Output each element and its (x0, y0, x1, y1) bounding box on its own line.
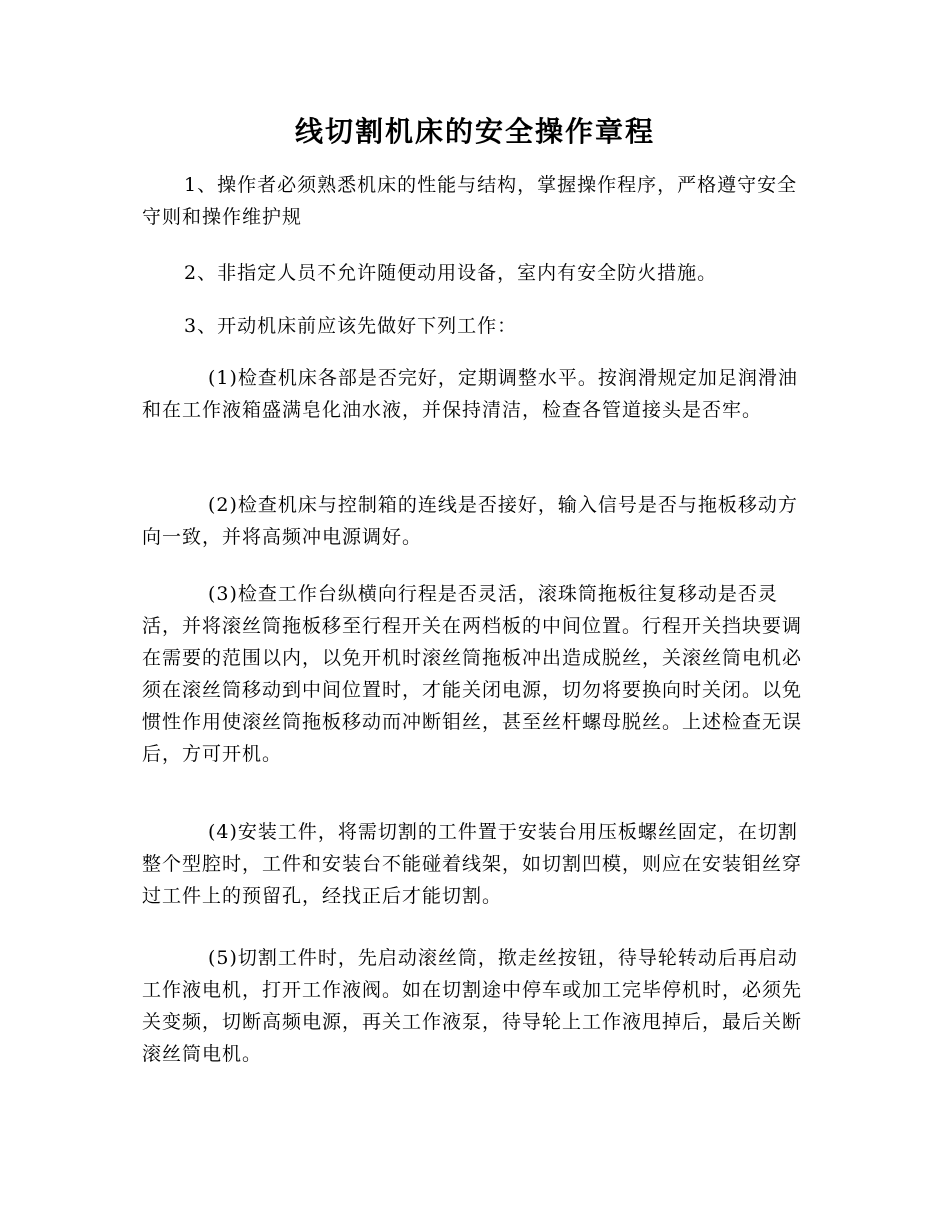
document-title: 线切割机床的安全操作章程 (294, 115, 655, 148)
sub-paragraph-1: (1)检查机床各部是否完好，定期调整水平。按润滑规定加足润滑油和在工作液箱盛满皂化油水液，并保持清洁，检查各管道接头是否牢。 (142, 367, 798, 421)
paragraph-3: 3、开动机床前应该先做好下列工作： (184, 315, 518, 337)
paragraph-2: 2、非指定人员不允许随便动用设备，室内有安全防火措施。 (184, 262, 718, 284)
sub-paragraph-4: (4)安装工件，将需切割的工件置于安装台用压板螺丝固定，在切割整个型腔时，工件和安装台不能碰着线架，如切割凹模，则应在安装钼丝穿过工件上的预留孔，经找正后才能切割。 (142, 821, 803, 907)
sub-paragraph-5: (5)切割工件时，先启动滚丝筒，揿走丝按钮，待导轮转动后再启动工作液电机，打开工作液阀。如在切割途中停车或加工完毕停机时，必须先关变频，切断高频电源，再关工作液泵，待导轮上工作液甩掉后，最后关断滚丝筒电机。 (142, 947, 803, 1065)
sub-paragraph-2: (2)检查机床与控制箱的连线是否接好，输入信号是否与拖板移动方向一致，并将高频冲电源调好。 (142, 494, 798, 548)
paragraph-1: 1、操作者必须熟悉机床的性能与结构，掌握操作程序，严格遵守安全守则和操作维护规 (142, 174, 798, 228)
sub-paragraph-3: (3)检查工作台纵横向行程是否灵活，滚珠筒拖板往复移动是否灵活，并将滚丝筒拖板移至行程开关在两档板的中间位置。行程开关挡块要调在需要的范围以内，以免开机时滚丝筒拖板冲出造成脱丝，关滚丝筒电机必须在滚丝筒移动到中间位置时，才能关闭电源，切勿将要换向时关闭。以免惯性作用使滚丝筒拖板移动而冲断钼丝，甚至丝杆螺母脱丝。上述检查无误后，方可开机。 (142, 583, 803, 765)
